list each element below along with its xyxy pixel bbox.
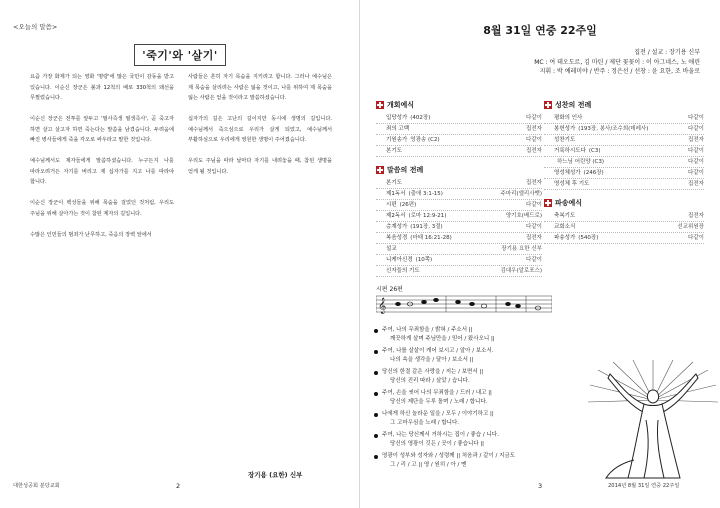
order-item <box>544 222 704 233</box>
essay-paragraph: 이순신 장군은 전투를 앞두고 '필사즉생 필생즉사', 곧 죽고자 하면 살고 살고자 하면 죽는다는 말씀을 남겼습니다. 두려움에 빠진 병사들에게 죽을 각오로 싸우라고 말한 것입니다. <box>30 116 174 143</box>
music-staff <box>376 293 552 315</box>
order-item-name: 영성체성가 <box>554 170 581 176</box>
verse-line: 주여, 나는 당신께서 거하시는 집이 / 좋습 / 니다. <box>382 432 499 438</box>
psalm-verse <box>374 368 592 386</box>
credit-line: 지휘 : 박 예레미야 / 반주 : 정은선 / 선창 : 윤 요한, 조 바울로 <box>539 68 700 75</box>
psalm-verse <box>374 347 592 365</box>
credit-line: MC : 여 데오도르, 김 마틴 / 제단 꽃꽂이 : 이 아그네스, 노 애린 <box>534 58 700 66</box>
order-item <box>376 135 542 146</box>
order-section-heading <box>376 100 542 110</box>
order-section <box>544 100 704 190</box>
order-item-leader: 주마리(엘리사벳) <box>500 191 542 197</box>
essay-body <box>30 72 332 468</box>
order-item-name: 본기도 <box>386 148 402 154</box>
order-item-leader: 장기용 요한 신부 <box>501 246 542 252</box>
signature: 장기용 (요한) 신부 <box>248 471 303 479</box>
order-item-name: 교회소식 <box>554 224 576 230</box>
verse-line: 당신의 제단을 두루 돌며 / 노래 / 합니다. <box>390 399 488 405</box>
order-item-leader: 다같이 <box>688 159 704 165</box>
order-item-detail: (마태 16:21-28) <box>410 235 452 241</box>
footer-date: 2014년 8월 31일 연중 22주일 <box>608 483 680 489</box>
order-item <box>376 244 542 255</box>
order-item-name: 평화의 인사 <box>554 115 583 121</box>
essay-paragraph: 이순신 장군이 백성들을 위해 목숨을 걸었던 것처럼, 우리도 주님을 위해 살아가는 것이 참된 제자의 길입니다. <box>30 200 174 217</box>
order-item-detail: (로마 12:9-21) <box>408 213 447 219</box>
cross-icon <box>376 101 384 109</box>
section-tag: <오늘의 말씀> <box>13 23 58 31</box>
order-item-leader: 집전자 <box>688 181 704 187</box>
order-item-leader: 집전자 <box>526 235 542 241</box>
order-column-left <box>376 100 542 285</box>
psalm-verse <box>374 452 592 470</box>
heading-text: 말씀의 전례 <box>387 166 424 174</box>
cross-icon <box>376 166 384 174</box>
order-item-leader: 다같이 <box>526 115 542 121</box>
order-item-name: 거룩하시도다 <box>554 148 586 154</box>
order-item-leader: 다같이 <box>688 170 704 176</box>
order-item-detail: (C3) <box>588 148 601 154</box>
order-item <box>544 146 704 157</box>
order-item-name: 신자들의 기도 <box>386 268 420 274</box>
cross-icon <box>544 101 552 109</box>
order-item-name: 시편 <box>386 202 397 208</box>
order-section-heading <box>544 100 704 110</box>
order-item-name: 기원송가 <box>386 137 408 143</box>
order-item <box>544 168 704 179</box>
verse-line: 주여, 손을 씻어 나의 무죄함을 / 드러 / 내고 || <box>382 390 492 396</box>
order-section-heading <box>376 165 542 175</box>
psalm-verses <box>374 326 592 473</box>
order-item-name: 제1독서 <box>386 191 406 197</box>
order-item-name: 영성체 후 기도 <box>554 181 590 187</box>
order-item-leader: 선교위원장 <box>677 224 704 230</box>
order-item-leader: 다같이 <box>526 224 542 230</box>
footer-church: 대한성공회 분당교회 <box>13 483 60 489</box>
order-item-leader: 다같이 <box>688 115 704 121</box>
essay-title: '죽기'와 '살기' <box>0 44 360 66</box>
essay-paragraph: 요즘 가장 화제가 되는 영화 '명량'에 많은 국민이 감동을 받고 있습니다. 이순신 장군은 불과 12척의 배로 330척의 왜선을 무찔렀습니다. <box>30 74 174 101</box>
verse-line: 그 고마우심을 노래 / 합니다. <box>390 420 460 426</box>
order-item-leader: 다같이 <box>688 148 704 154</box>
psalm-label: 시편 26편 <box>376 286 403 293</box>
verse-line: 당신의 한결 같은 사랑을 / 저는 / 보면서 || <box>382 369 484 375</box>
order-item-name: 죄의 고백 <box>386 126 410 132</box>
order-item <box>376 222 542 233</box>
essay-column-2 <box>188 72 332 468</box>
order-item-detail: 하느님 어린양 (C3) <box>557 159 605 165</box>
order-item <box>376 233 542 244</box>
bullet-icon <box>374 329 378 333</box>
verse-line: 주여, 나의 무죄함을 / 밝혀 / 주소서 || <box>382 327 473 333</box>
order-item <box>544 135 704 146</box>
verse-line: 나에게 하신 놀라운 일을 / 모두 / 이야기하고 || <box>382 411 494 417</box>
order-item-leader: 집전자 <box>688 137 704 143</box>
order-item-name: 제2독서 <box>386 213 406 219</box>
order-item-name: 층계성가 <box>386 224 408 230</box>
risen-christ-illustration <box>588 360 718 480</box>
bullet-icon <box>374 392 378 396</box>
order-item-leader: 집전자 <box>526 126 542 132</box>
order-item <box>544 113 704 124</box>
order-item <box>544 157 704 168</box>
bullet-icon <box>374 434 378 438</box>
service-credits <box>360 48 700 77</box>
order-column-right <box>544 100 704 252</box>
order-section <box>376 100 542 157</box>
order-item <box>376 211 542 222</box>
order-item-detail: (402장) <box>410 115 431 121</box>
order-item-name: 파송성가 <box>554 235 576 241</box>
essay-paragraph: 우리도 주님을 따라 날마다 자기를 내려놓을 때, 참된 생명을 얻게 될 것입니다. <box>188 158 332 175</box>
order-item-name: 본기도 <box>386 180 402 186</box>
order-item-leader: 김대우(알로포스) <box>500 268 542 274</box>
essay-trailing-line: 수많은 인민들의 범죄가 난무하고, 죽음의 장벽 앞에서 <box>30 231 152 238</box>
order-item-leader: 다같이 <box>526 137 542 143</box>
order-item <box>544 211 704 222</box>
order-item-name: 설교 <box>386 246 397 252</box>
order-item <box>376 113 542 124</box>
order-item <box>544 124 704 135</box>
psalm-verse <box>374 410 592 428</box>
order-item-detail: (191장, 3절) <box>410 224 443 230</box>
bullet-icon <box>374 350 378 354</box>
essay-column-1 <box>30 72 174 468</box>
order-item-leader: 집전자 <box>526 180 542 186</box>
essay-paragraph: 예수님께서도 제자들에게 말씀하셨습니다. 누구든지 나를 따라오려거든 자기를 버리고 제 십자가를 지고 나를 따라야 합니다. <box>30 158 174 185</box>
bullet-icon <box>374 455 378 459</box>
verse-line: 당신의 진리 따라 / 살았 / 습니다. <box>390 378 470 384</box>
verse-line: 주여, 나를 살살이 캐어 보시고 / 알아 / 보소서. <box>382 348 494 354</box>
order-item-detail: (10쪽) <box>415 257 433 263</box>
order-item-leader: 다같이 <box>688 126 704 132</box>
verse-line: 당신의 영광이 깃든 / 곳이 / 좋습니다 || <box>390 441 485 447</box>
order-item <box>376 266 542 277</box>
order-section <box>376 165 542 277</box>
order-item-leader: 다같이 <box>688 235 704 241</box>
order-item-leader: 집전자 <box>688 213 704 219</box>
order-item-leader: 다같이 <box>526 257 542 263</box>
order-item-detail: (193장, 봉사/조수희(데레사) <box>578 126 649 132</box>
cross-icon <box>544 199 552 207</box>
svg-text:𝄞: 𝄞 <box>378 298 387 314</box>
heading-text: 파송예식 <box>555 199 583 207</box>
order-item <box>376 200 542 211</box>
bullet-icon <box>374 371 378 375</box>
psalm-verse <box>374 326 592 344</box>
verse-line: 그 / 리 / 고 || 영 / 원히 / 아 / 멘 <box>390 462 467 468</box>
verse-line: 영광이 성부와 성자와 / 성령께 || 처음과 / 같이 / 지금도 <box>382 453 516 459</box>
order-item <box>544 233 704 244</box>
order-item-name: 니케아신경 <box>386 257 413 263</box>
order-item <box>376 124 542 135</box>
credit-line: 집전 / 설교 : 장기용 신부 <box>634 49 700 56</box>
order-item-detail: (246장) <box>583 170 604 176</box>
order-item-name: 봉헌성가 <box>554 126 576 132</box>
heading-text: 성찬의 전례 <box>555 101 592 109</box>
page-number-right: 3 <box>538 482 543 490</box>
order-item-name: 축복기도 <box>554 213 576 219</box>
order-item-leader: 집전자 <box>526 148 542 154</box>
verse-line: 깨끗하게 살며 주님만을 / 믿어 / 왔사오니 || <box>390 336 495 342</box>
essay-paragraph: 사람들은 흔히 자기 목숨을 지키려고 합니다. 그러나 예수님은 제 목숨을 살리려는 사람은 잃을 것이고, 나를 위하여 제 목숨을 잃는 사람은 얻을 것이라고 말씀하셨습니다. <box>188 74 332 101</box>
order-item <box>376 178 542 189</box>
order-item-name: 성찬기도 <box>554 137 576 143</box>
order-item-detail: (26편) <box>399 202 417 208</box>
order-section-heading <box>544 198 704 208</box>
service-title: 8월 31일 연중 22주일 <box>483 24 597 37</box>
order-item-leader: 양기호(베드로) <box>505 213 542 219</box>
verse-line: 나의 속을 생각을 / 달아 / 보소서 || <box>390 357 474 363</box>
order-item <box>376 146 542 157</box>
order-item-name: 복음성경 <box>386 235 408 241</box>
order-item-name: 입당성가 <box>386 115 408 121</box>
psalm-verse <box>374 389 592 407</box>
page-number-left: 2 <box>176 482 181 490</box>
order-item <box>376 189 542 200</box>
order-item-detail: (540장) <box>578 235 599 241</box>
essay-paragraph: 십자가의 길은 고난의 길이지만 동시에 생명의 길입니다. 예수님께서 죽으심으로 우리가 살게 되었고, 예수님께서 부활하심으로 우리에게 영원한 생명이 주어졌습니다. <box>188 116 332 143</box>
order-item <box>376 255 542 266</box>
order-item-leader: 다같이 <box>526 202 542 208</box>
order-item-detail: (출애 3:1-15) <box>408 191 443 197</box>
bullet-icon <box>374 413 378 417</box>
psalm-verse <box>374 431 592 449</box>
order-section <box>544 198 704 244</box>
order-item <box>544 179 704 190</box>
order-item-detail: 영광송 (C2) <box>410 137 440 143</box>
heading-text: 개회예식 <box>387 101 415 109</box>
